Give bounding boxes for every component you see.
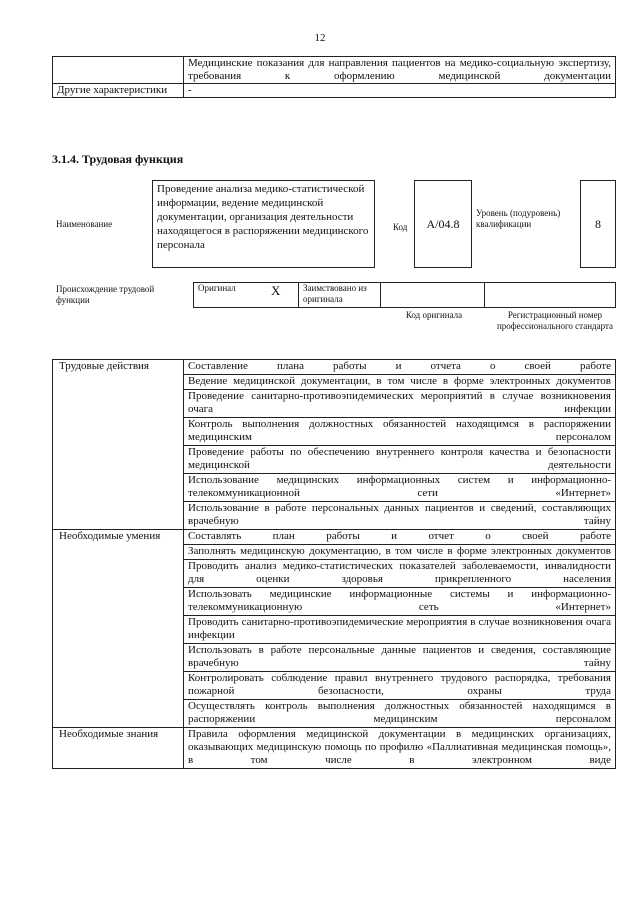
section-item-text: Осуществлять контроль выполнения должностных обязанностей находящимся в распоряжении медицинским персоналом [188, 700, 611, 725]
section-item [184, 644, 616, 672]
reg-number-cell [485, 283, 616, 308]
section-item-text: Проведение работы по обеспечению внутреннего контроля качества и безопасности медицинской деятельности [188, 446, 611, 471]
section-item [184, 616, 616, 644]
naimenovanie-value: Проведение анализа медико-статистической информации, ведение медицинской документации, организация деятельности находящегося в распоряжении медицинского персонала [152, 180, 375, 268]
section-item [184, 502, 616, 530]
section-title: Необходимые умения [53, 530, 184, 728]
kod-originala-cell [381, 283, 485, 308]
section-item [184, 560, 616, 588]
top-table-value: - [184, 84, 616, 98]
original-mark: X [254, 283, 299, 308]
original-label: Оригинал [194, 283, 254, 308]
section-item-text: Проводить анализ медико-статистических показателей заболеваемости, инвалидности для оценки здоровья прикрепленного населения [188, 560, 611, 585]
section-item [184, 672, 616, 700]
section-item-text: Проведение санитарно-противоэпидемических мероприятий в случае возникновения очага инфекции [188, 390, 611, 415]
page-number: 12 [314, 32, 326, 44]
section-item-text: Использовать в работе персональные данные пациентов и сведения, составляющие врачебную тайну [188, 644, 611, 669]
top-table-label: Другие характеристики [53, 84, 184, 98]
origin-label: Происхождение трудовой функции [56, 284, 155, 305]
section-item-text: Использовать медицинские информационные системы и информационно-телекоммуникационную сеть «Интернет» [188, 588, 611, 613]
top-table-text: Медицинские показания для направления пациентов на медико-социальную экспертизу, требования к оформлению медицинской документации [184, 57, 616, 84]
top-table [52, 56, 616, 98]
main-table [52, 359, 616, 769]
section-heading: 3.1.4. Трудовая функция [52, 152, 184, 166]
reg-number-caption: Регистрационный номер профессионального стандарта [496, 310, 614, 331]
top-table-empty-cell [53, 57, 184, 84]
section-item-text: Контролировать соблюдение правил внутреннего трудового распорядка, требования пожарной безопасности, охраны труда [188, 672, 611, 697]
table-row [53, 530, 616, 545]
level-value: 8 [580, 180, 616, 268]
section-item-text: Контроль выполнения должностных обязанностей находящимся в распоряжении медицинским персоналом [188, 418, 611, 443]
naimenovanie-label: Наименование [56, 219, 113, 229]
table-row [53, 728, 616, 769]
section-item [184, 588, 616, 616]
borrowed-label: Заимствовано из оригинала [299, 283, 381, 308]
section-item-text: Заполнять медицинскую документацию, в том числе в форме электронных документов [188, 545, 611, 557]
section-item [184, 418, 616, 446]
section-item-text: Проводить санитарно-противоэпидемические мероприятия в случае возникновения очага инфекции [188, 616, 611, 641]
kod-label: Код [393, 222, 408, 232]
section-item-text: Использование медицинских информационных систем и информационно-телекоммуникационной сети «Интернет» [188, 474, 611, 499]
section-title: Необходимые знания [53, 728, 184, 769]
kod-value: A/04.8 [414, 180, 472, 268]
section-item [184, 728, 616, 769]
level-label: Уровень (подуровень) квалификации [476, 208, 561, 229]
section-item [184, 360, 616, 375]
kod-originala-caption: Код оригинала [405, 310, 463, 320]
section-title: Трудовые действия [53, 360, 184, 530]
section-item-text: Ведение медицинской документации, в том числе в форме электронных документов [188, 375, 611, 387]
table-row [53, 360, 616, 375]
section-item-text: Составлять план работы и отчет о своей работе [188, 530, 611, 542]
section-item [184, 474, 616, 502]
origin-table [193, 282, 616, 308]
section-item [184, 446, 616, 474]
section-item [184, 375, 616, 390]
section-item-text: Составление плана работы и отчета о своей работе [188, 360, 611, 372]
section-item [184, 390, 616, 418]
section-item [184, 700, 616, 728]
section-item-text: Использование в работе персональных данных пациентов и сведений, составляющих врачебную тайну [188, 502, 611, 527]
section-item [184, 530, 616, 545]
section-item-text: Правила оформления медицинской документации в медицинских организациях, оказывающих медицинскую помощь по профилю «Паллиативная медицинская помощь», в том числе в электронном виде [188, 728, 611, 766]
section-item [184, 545, 616, 560]
